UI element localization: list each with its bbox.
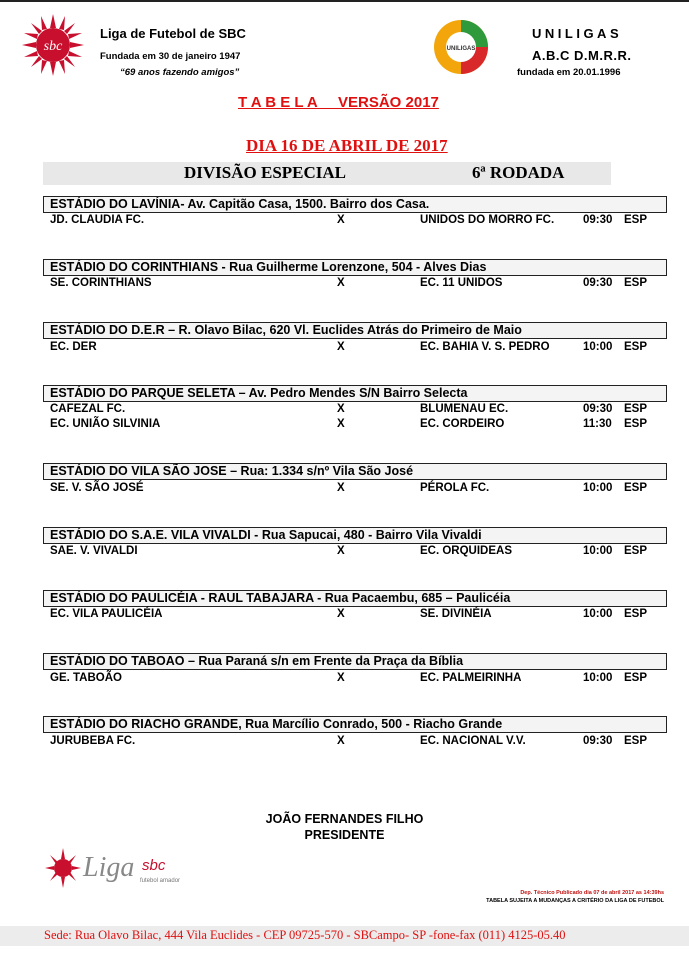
match-time: 09:30: [583, 403, 613, 415]
match-row: [0, 341, 689, 356]
league-founded: Fundada em 30 de janeiro 1947: [100, 51, 241, 62]
away-team: EC. PALMEIRINHA: [420, 672, 522, 684]
match-division: ESP: [624, 214, 648, 226]
home-team: SE. CORINTHIANS: [50, 277, 152, 289]
away-team: UNIDOS DO MORRO FC.: [420, 214, 555, 226]
stadium-header: ESTÁDIO DO PAULICÉIA - RAUL TABAJARA - Rua Pacaembu, 685 – Paulicéia: [43, 590, 667, 607]
versus: X: [337, 341, 345, 353]
match-row: [0, 608, 689, 623]
away-team: EC. ORQUIDEAS: [420, 545, 513, 557]
match-division: ESP: [624, 545, 648, 557]
away-team: SE. DIVINÉIA: [420, 608, 492, 620]
versus: X: [337, 277, 345, 289]
uniligas-founded: fundada em 20.01.1996: [517, 67, 621, 78]
match-time: 10:00: [583, 341, 613, 353]
match-row: [0, 277, 689, 292]
division-title: DIVISÃO ESPECIAL: [184, 163, 347, 182]
stadium-header: ESTÁDIO DO VILA SÃO JOSE – Rua: 1.334 s/nº Vila São José: [43, 463, 667, 480]
match-row: [0, 214, 689, 229]
match-division: ESP: [624, 403, 648, 415]
stadium-header: ESTÁDIO DO RIACHO GRANDE, Rua Marcílio Conrado, 500 - Riacho Grande: [43, 716, 667, 733]
away-team: EC. CORDEIRO: [420, 418, 505, 430]
round-title: 6ª RODADA: [472, 163, 565, 182]
away-team: EC. NACIONAL V.V.: [420, 735, 526, 747]
match-row: [0, 482, 689, 497]
home-team: JURUBEBA FC.: [50, 735, 136, 747]
match-division: ESP: [624, 277, 648, 289]
liga-sbc-logo: [45, 844, 195, 892]
home-team: SE. V. SÃO JOSÉ: [50, 482, 144, 494]
versus: X: [337, 608, 345, 620]
match-time: 09:30: [583, 735, 613, 747]
home-team: EC. UNIÃO SILVINIA: [50, 418, 161, 430]
uniligas-name: UNILIGAS: [532, 26, 623, 41]
stadium-header: ESTÁDIO DO D.E.R – R. Olavo Bilac, 620 Vl. Euclides Atrás do Primeiro de Maio: [43, 322, 667, 339]
away-team: EC. BAHIA V. S. PEDRO: [420, 341, 550, 353]
match-division: ESP: [624, 341, 648, 353]
league-name: Liga de Futebol de SBC: [100, 26, 246, 41]
match-time: 10:00: [583, 672, 613, 684]
stadium-header: ESTÁDIO DO TABOAO – Rua Paraná s/n em Frente da Praça da Bíblia: [43, 653, 667, 670]
away-team: BLUMENAU EC.: [420, 403, 509, 415]
top-border: [0, 0, 689, 2]
match-row: [0, 545, 689, 560]
match-time: 10:00: [583, 608, 613, 620]
match-division: ESP: [624, 608, 648, 620]
liga-logo-sub: futebol amador: [140, 878, 181, 884]
stadium-header: ESTÁDIO DO S.A.E. VILA VIVALDI - Rua Sapucai, 480 - Bairro Vila Vivaldi: [43, 527, 667, 544]
away-team: EC. 11 UNIDOS: [420, 277, 503, 289]
versus: X: [337, 735, 345, 747]
stadium-header: ESTÁDIO DO LAVÍNIA- Av. Capitão Casa, 1500. Bairro dos Casa.: [43, 196, 667, 213]
league-logo: [22, 14, 84, 76]
published-note: Dep. Técnico Publicado dia 07 de abril 2017 as 14:39hs: [520, 890, 664, 896]
home-team: JD. CLAUDIA FC.: [50, 214, 145, 226]
match-time: 10:00: [583, 545, 613, 557]
versus: X: [337, 672, 345, 684]
uniligas-logo-text: UNILIGAS: [446, 46, 476, 52]
match-time: 09:30: [583, 277, 613, 289]
match-division: ESP: [624, 735, 648, 747]
home-team: GE. TABOÃO: [50, 672, 122, 684]
stadium-header: ESTÁDIO DO CORINTHIANS - Rua Guilherme Lorenzone, 504 - Alves Dias: [43, 259, 667, 276]
tabela-title: T A B E L A VERSÃO 2017: [238, 94, 439, 111]
match-row: [0, 403, 689, 418]
president-name: JOÃO FERNANDES FILHO: [265, 812, 424, 826]
match-row: [0, 418, 689, 433]
liga-logo-suffix: sbc: [142, 857, 166, 874]
league-motto: “69 anos fazendo amigos”: [120, 67, 240, 78]
home-team: SAE. V. VIVALDI: [50, 545, 138, 557]
league-logo-text: sbc: [43, 39, 63, 54]
versus: X: [337, 482, 345, 494]
uniligas-logo: [432, 18, 490, 76]
match-division: ESP: [624, 418, 648, 430]
away-team: PÉROLA FC.: [420, 482, 490, 494]
match-division: ESP: [624, 672, 648, 684]
home-team: CAFEZAL FC.: [50, 403, 126, 415]
president-title: PRESIDENTE: [304, 828, 385, 842]
match-row: [0, 672, 689, 687]
match-time: 11:30: [583, 418, 612, 430]
match-time: 10:00: [583, 482, 613, 494]
match-date: DIA 16 DE ABRIL DE 2017: [246, 136, 448, 155]
stadium-header: ESTÁDIO DO PARQUE SELETA – Av. Pedro Mendes S/N Bairro Selecta: [43, 385, 667, 402]
home-team: EC. DER: [50, 341, 97, 353]
versus: X: [337, 214, 345, 226]
footer-address: Sede: Rua Olavo Bilac, 444 Vila Euclides - CEP 09725-570 - SBCampo- SP -fone-fax (011) 4125-05.40: [44, 928, 566, 942]
match-time: 09:30: [583, 214, 613, 226]
disclaimer-note: TABELA SUJEITA A MUDANÇAS A CRITÉRIO DA LIGA DE FUTEBOL: [486, 898, 664, 904]
uniligas-abc: A.B.C D.M.R.R.: [532, 48, 632, 63]
match-row: [0, 735, 689, 750]
versus: X: [337, 545, 345, 557]
home-team: EC. VILA PAULICÉIA: [50, 608, 163, 620]
versus: X: [337, 418, 345, 430]
versus: X: [337, 403, 345, 415]
match-division: ESP: [624, 482, 648, 494]
liga-logo-main: Liga: [83, 852, 135, 883]
